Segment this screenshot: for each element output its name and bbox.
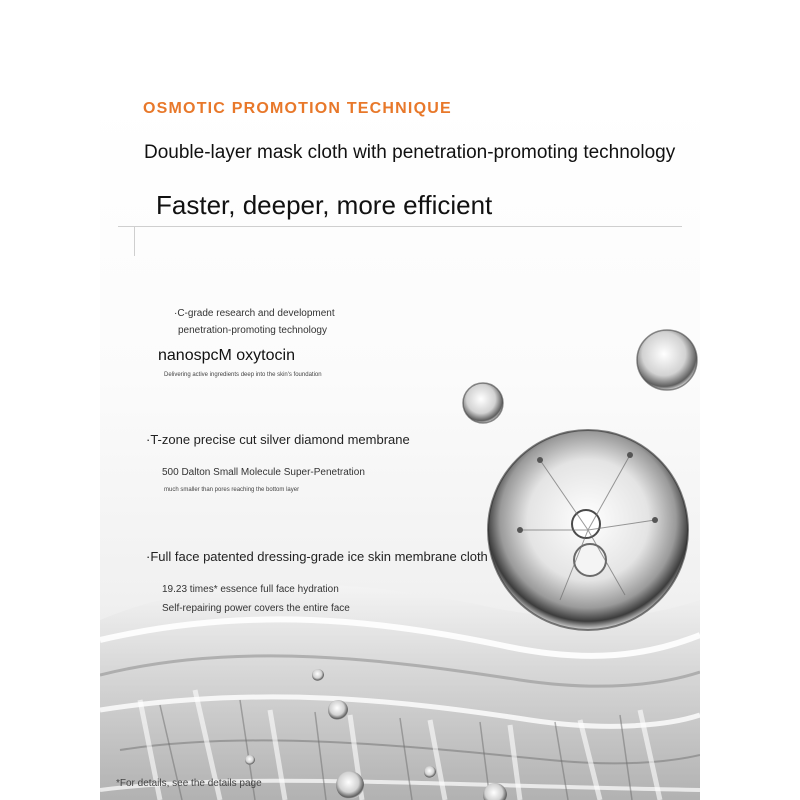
block2-line: 500 Dalton Small Molecule Super-Penetration bbox=[162, 467, 365, 478]
block3-desc: Self-repairing power covers the entire face bbox=[162, 603, 350, 614]
block3-title: ·Full face patented dressing-grade ice skin membrane cloth bbox=[146, 549, 488, 564]
block3-line: 19.23 times* essence full face hydration bbox=[162, 584, 339, 595]
block2-desc: much smaller than pores reaching the bottom layer bbox=[164, 487, 300, 493]
footnote: *For details, see the details page bbox=[116, 778, 262, 789]
headline: Faster, deeper, more efficient bbox=[156, 190, 493, 220]
divider-tick bbox=[134, 226, 135, 256]
block1-line2: penetration-promoting technology bbox=[178, 325, 327, 336]
block1-title: nanospcM oxytocin bbox=[158, 347, 295, 364]
divider-line bbox=[118, 226, 682, 227]
block2-title: ·T-zone precise cut silver diamond membrane bbox=[146, 432, 410, 447]
subtitle: Double-layer mask cloth with penetration-promoting technology bbox=[144, 142, 676, 163]
block1-desc: Delivering active ingredients deep into the skin's foundation bbox=[164, 372, 322, 378]
block1-line1: ·C-grade research and development bbox=[174, 308, 335, 319]
section-kicker: OSMOTIC PROMOTION TECHNIQUE bbox=[143, 100, 452, 117]
product-feature-panel bbox=[100, 100, 700, 800]
